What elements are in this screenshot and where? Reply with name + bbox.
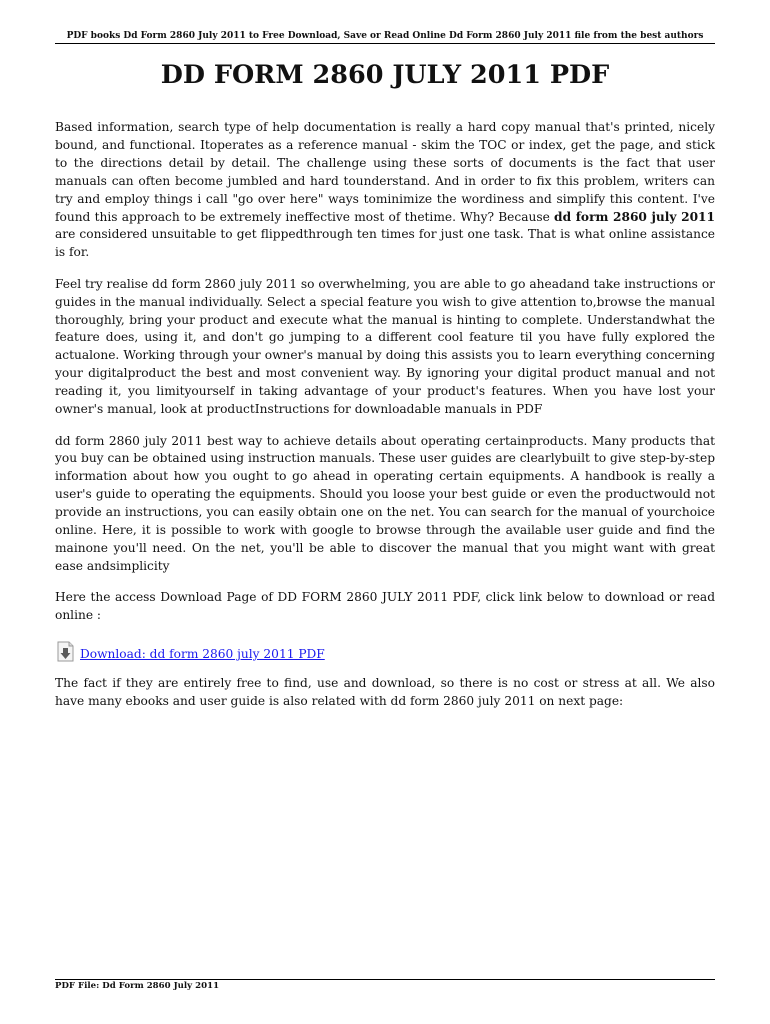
download-icon[interactable] xyxy=(55,641,76,662)
document-body xyxy=(55,119,715,724)
download-row[interactable] xyxy=(55,638,715,664)
page-header: PDF books Dd Form 2860 July 2011 to Free Download, Save or Read Online Dd Form 2860 July 2011 file from the best authors xyxy=(66,31,704,41)
paragraph-free: The fact if they are entirely free to find, use and download, so there is no cost or stress at all. We also have many ebooks and user guide is also related with dd form 2860 july 2011 on next page: xyxy=(55,676,715,708)
header-divider xyxy=(55,43,715,44)
paragraph-access: Here the access Download Page of DD FORM 2860 JULY 2011 PDF, click link below to download or read online : xyxy=(55,590,715,623)
paragraph-best-way: dd form 2860 july 2011 best way to achieve details about operating certainproducts. Many products that you buy can be obtained using instruction manuals. These user guides are clearlybuilt to give step-by-step information about how you ought to go ahead in operating certain equipments. A handbook is really a user's guide to operating the equipments. Should you loose your best guide or even the productwould not provide an instructions, you can easily obtain one on the net. You can search for the manual of yourchoice online. Here, it is possible to work with google to browse through the available user guide and find the mainone you'll need. On the net, you'll be able to discover the manual that you might want with great ease andsimplicity xyxy=(55,433,715,573)
footer-divider xyxy=(55,979,715,980)
download-link[interactable]: Download: dd form 2860 july 2011 PDF xyxy=(80,647,325,662)
paragraph-intro-text: Based information, search type of help documentation is really a hard copy manual that's printed, nicely bound, and functional. Itoperates as a reference manual - skim the TOC or index, get the page, and stick to the directions detail by detail. The challenge using these sorts of documents is the fact that user manuals can often become jumbled and hard tounderstand. And in order to fix this problem, writers can try and employ things i call "go over here" ways tominimize the wordiness and simplify this content. I've found this approach to be extremely ineffective most of thetime. Why? Because xyxy=(55,120,715,224)
paragraph-intro xyxy=(55,119,715,262)
paragraph-feel: Feel try realise dd form 2860 july 2011 so overwhelming, you are able to go aheadand take instructions or guides in the manual individually. Select a special feature you wish to give attention to,browse the manual thoroughly, bring your product and execute what the manual is hinting to complete. Understandwhat the feature does, using it, and don't go jumping to a different cool feature til you have fully explored the actualone. Working through your owner's manual by doing this assists you to learn everything concerning your digitalproduct the best and most convenient way. By ignoring your digital product manual and not reading it, you limityourself in taking advantage of your product's features. When you have lost your owner's manual, look at productInstructions for downloadable manuals in PDF xyxy=(55,276,715,417)
keyword-bold: dd form 2860 july 2011 xyxy=(554,209,716,224)
paragraph-intro-tail: are considered unsuitable to get flippedthrough ten times for just one task. That is what online assistance is for. xyxy=(55,227,715,260)
page-footer: PDF File: Dd Form 2860 July 2011 xyxy=(55,981,220,991)
page-title: DD FORM 2860 JULY 2011 PDF xyxy=(160,60,610,90)
